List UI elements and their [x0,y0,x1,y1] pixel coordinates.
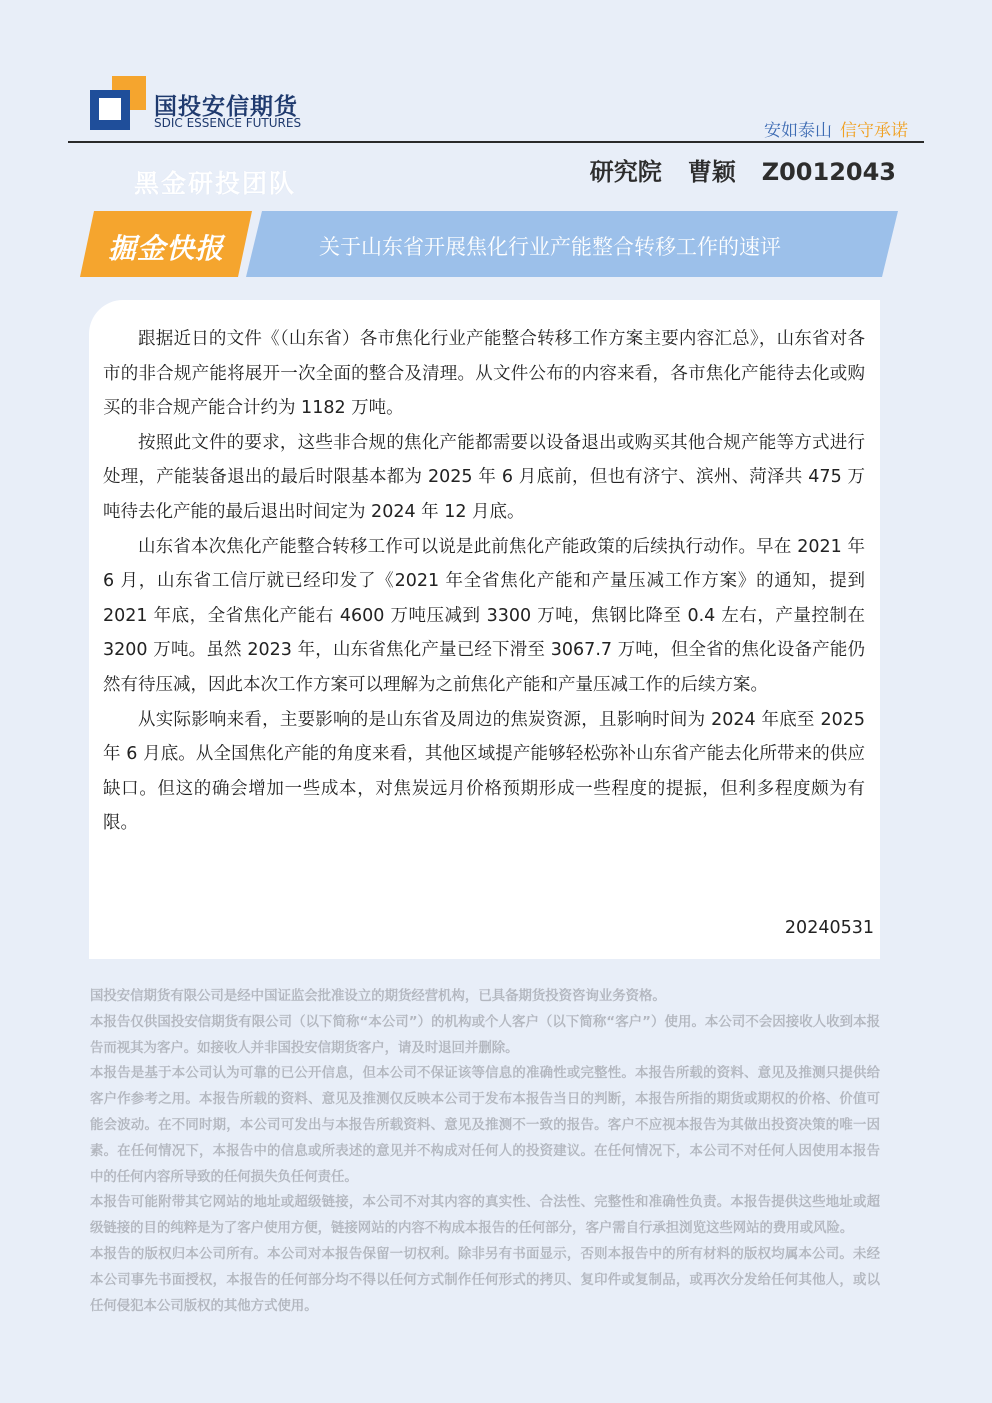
disclaimer-paragraph: 国投安信期货有限公司是经中国证监会批准设立的期货经营机构，已具备期货投资咨询业务资格。 [90,989,666,1004]
slogan-part-1: 安如泰山 [764,121,832,141]
disclaimer-paragraph: 本报告的版权归本公司所有。本公司对本报告保留一切权利。除非另有书面显示，否则本报告中的所有材料的版权均属本公司。未经本公司事先书面授权，本报告的任何部分均不得以任何方式制作任何形式的拷贝、复印件或复制品，或再次分发给任何其他人，或以任何侵犯本公司版权的其他方式使用。 [90,1246,880,1314]
disclaimer-paragraph: 本报告是基于本公司认为可靠的已公开信息，但本公司不保证该等信息的准确性或完整性。本报告所载的资料、意见及推测只提供给客户作参考之用。本报告所载的资料、意见及推测仅反映本公司于发布本报告当日的判断，本报告所指的期货或期权的价格、价值可能会波动。在不同时期，本公司可发出与本报告所载资料、意见及推测不一致的报告。客户不应视本报告为其做出投资决策的唯一因素。在任何情况下，本报告中的信息或所表述的意见并不构成对任何人的投资建议。在任何情况下，本公司不对任何人因使用本报告中的任何内容所导致的任何损失负任何责任。 [90,1066,880,1185]
disclaimer [90,984,880,1319]
logo-english-name: SDIC ESSENCE FUTURES [154,116,302,130]
slogan-part-2: 信守承诺 [840,121,908,141]
report-banner [80,211,900,277]
body-paragraph: 跟据近日的文件《（山东省）各市焦化行业产能整合转移工作方案主要内容汇总》，山东省对各市的非合规产能将展开一次全面的整合及清理。从文件公布的内容来看，各市焦化产能待去化或购买的非合规产能合计约为 1182 万吨。 [103,329,865,419]
report-body-card [89,300,880,959]
author-line [590,152,896,187]
logo-chinese-name: 国投安信期货 [154,94,298,120]
logo-mark-icon [90,76,146,132]
report-title: 关于山东省开展焦化行业产能整合转移工作的速评 [319,235,781,259]
body-paragraph: 按照此文件的要求，这些非合规的焦化产能都需要以设备退出或购买其他合规产能等方式进行处理，产能装备退出的最后时限基本都为 2025 年 6 月底前，但也有济宁、滨州、菏泽共 475 万吨待去化产能的最后退出时间定为 2024 年 12 月底。 [103,432,865,522]
report-date: 20240531 [784,918,874,938]
analyst-name: 曹颖 [687,158,736,186]
banner-tag: 掘金快报 [108,232,225,265]
license-number: Z0012043 [761,158,896,186]
body-paragraph: 从实际影响来看，主要影响的是山东省及周边的焦炭资源，且影响时间为 2024 年底至 2025 年 6 月底。从全国焦化产能的角度来看，其他区域提产能够轻松弥补山东省产能去化所带来的供应缺口。但这的确会增加一些成本，对焦炭远月价格预期形成一些程度的提振，但利多程度颇为有限。 [103,709,865,834]
header-divider [68,141,924,143]
disclaimer-paragraph: 本报告仅供国投安信期货有限公司（以下简称“本公司”）的机构或个人客户（以下简称“客户”）使用。本公司不会因接收人收到本报告而视其为客户。如接收人并非国投安信期货客户，请及时退回并删除。 [90,1014,880,1056]
body-paragraph: 山东省本次焦化产能整合转移工作可以说是此前焦化产能政策的后续执行动作。早在 2021 年 6 月，山东省工信厅就已经印发了《2021 年全省焦化产能和产量压减工作方案》的通知，提到 2021 年底，全省焦化产能右 4600 万吨压减到 3300 万吨，焦钢比降至 0.4 左右，产量控制在 3200 万吨。虽然 2023 年，山东省焦化产量已经下滑至 3067.7 万吨，但全省的焦化设备产能仍然有待压减，因此本次工作方案可以理解为之前焦化产能和产量压减工作的后续方案。 [103,536,865,695]
report-body [103,322,865,841]
company-logo [90,76,330,136]
department: 研究院 [589,158,662,186]
disclaimer-paragraph: 本报告可能附带其它网站的地址或超级链接，本公司不对其内容的真实性、合法性、完整性和准确性负责。本报告提供这些地址或超级链接的目的纯粹是为了客户使用方便，链接网站的内容不构成本报告的任何部分，客户需自行承担浏览这些网站的费用或风险。 [90,1195,880,1237]
slogan [764,116,908,141]
team-name: 黑金研投团队 [134,169,297,198]
